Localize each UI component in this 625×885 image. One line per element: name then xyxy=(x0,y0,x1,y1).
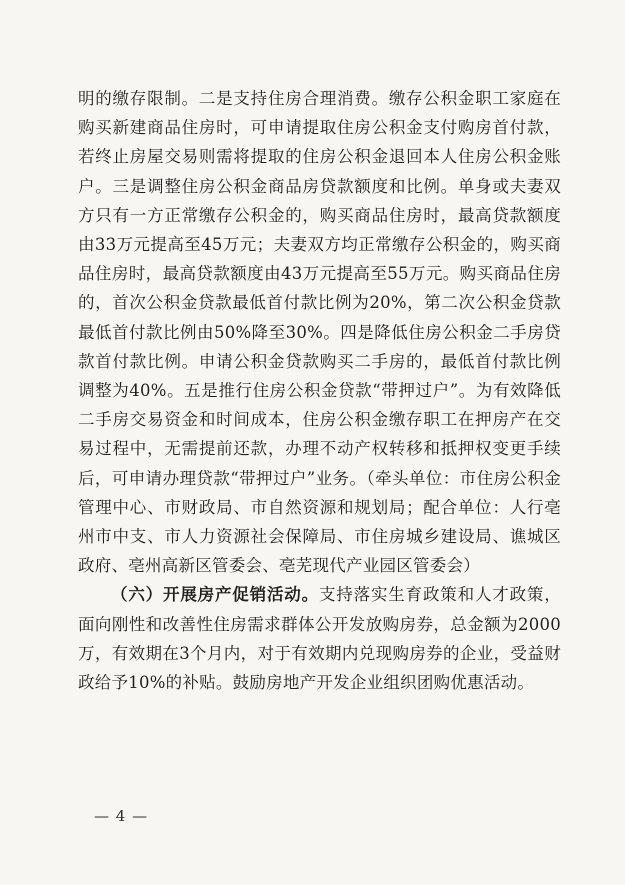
page-number: — 4 — xyxy=(94,807,149,825)
policy-text: 明的缴存限制。二是支持住房合理消费。缴存公积金职工家庭在购买新建商品住房时，可申请提取住房公积金支付购房首付款，若终止房屋交易则需将提取的住房公积金退回本人住房公积金账户。三是调整住房公积金商品房贷款额度和比例。单身或夫妻双方只有一方正常缴存公积金的，购买商品住房时，最高贷款额度由33万元提高至45万元；夫妻双方均正常缴存公积金的，购买商品住房时，最高贷款额度由43万元提高至55万元。购买商品住房的，首次公积金贷款最低首付款比例为20%，第二次公积金贷款最低首付款比例由50%降至30%。四是降低住房公积金二手房贷款首付款比例。申请公积金贷款购买二手房的，最低首付款比例调整为40%。五是推行住房公积金贷款“带押过户”。为有效降低二手房交易资金和时间成本，住房公积金缴存职工在押房产在交易过程中，无需提前还款，办理不动产权转移和抵押权变更手续后，可申请办理贷款“带押过户”业务。 xyxy=(78,89,561,488)
policy-paragraph xyxy=(78,84,561,580)
promotion-paragraph xyxy=(78,580,561,697)
section-heading: （六）开展房产促销活动。 xyxy=(111,585,319,605)
promotion-text: 支持落实生育政策和人才政策，面向刚性和改善性住房需求群体公开发放购房券，总金额为2000万，有效期在3个月内，对于有效期内兑现购房券的企业，受益财政给予10%的补贴。鼓励房地产开发企业组织团购优惠活动。 xyxy=(78,585,562,693)
responsible-units: （牵头单位：市住房公积金管理中心、市财政局、市自然资源和规划局；配合单位：人行亳州市中支、市人力资源社会保障局、市住房城乡建设局、谯城区政府、亳州高新区管委会、亳芜现代产业园区管委会） xyxy=(78,468,562,576)
